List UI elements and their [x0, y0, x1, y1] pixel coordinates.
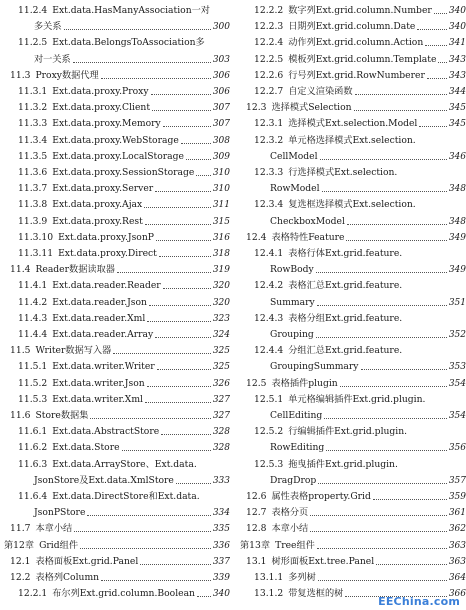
toc-entry-title: Ext.data.proxy.LocalStorage — [52, 150, 184, 162]
toc-entry-page: 346 — [448, 151, 466, 162]
toc-entry-page: 363 — [448, 540, 466, 551]
toc-entry-title: CheckboxModel — [270, 215, 345, 227]
toc-entry-title: Ext.data.Store — [52, 442, 120, 454]
toc-entry-number: 11.3 — [10, 69, 31, 81]
toc-entry-title: Ext.data.reader.Array — [52, 329, 154, 340]
toc-entry-number: 12.2 — [10, 572, 31, 583]
toc-entry-title: 表格插件plugin — [271, 377, 338, 389]
toc-entry-number: 11.4 — [10, 264, 31, 276]
dot-leader — [419, 125, 446, 127]
toc-entry — [18, 585, 230, 603]
toc-entry-page: 363 — [448, 556, 466, 567]
toc-entry-title: 自定义渲染函数 — [288, 86, 353, 97]
toc-entry-page: 310 — [212, 168, 230, 178]
dot-leader — [317, 547, 447, 549]
toc-entry-page: 357 — [448, 475, 466, 486]
toc-entry-number: 11.7 — [10, 523, 31, 535]
toc-entry-number: 13.1.1 — [254, 572, 284, 583]
toc-entry-title: 数字列Ext.grid.column.Number — [288, 5, 432, 16]
toc-entry-number: 12.5.1 — [254, 393, 284, 405]
toc-entry-number: 11.3.1 — [18, 86, 48, 97]
dot-leader — [155, 336, 211, 338]
dot-leader — [316, 271, 447, 273]
toc-entry-title: 表格特性Feature — [271, 231, 345, 243]
toc-entry-page: 344 — [448, 87, 466, 97]
toc-entry-page: 320 — [212, 297, 230, 308]
toc-entry-number: 11.3.5 — [18, 150, 48, 162]
dot-leader — [320, 158, 447, 160]
toc-entry-page: 345 — [448, 119, 466, 130]
toc-entry-page: 352 — [448, 330, 466, 340]
toc-entry-page: 341 — [448, 38, 466, 49]
dot-leader — [310, 530, 447, 532]
toc-entry-title: Summary — [270, 296, 315, 308]
toc-entry-title: Reader数据读取器 — [35, 264, 115, 276]
toc-entry-title: 分组汇总Ext.grid.feature. — [288, 345, 403, 357]
toc-entry-title: Ext.data.proxy.JsonP — [58, 231, 154, 243]
toc-entry-number: 11.5 — [10, 345, 31, 357]
toc-entry-title: RowEditing — [270, 442, 325, 454]
toc-entry-title: 复选框选择模式Ext.selection. — [288, 199, 416, 211]
toc-entry-number: 11.5.3 — [18, 393, 48, 405]
toc-entry-page: 316 — [212, 232, 230, 243]
dot-leader — [156, 239, 211, 241]
toc-entry-title: 多关系 — [34, 21, 62, 33]
toc-entry-number: 12.3.2 — [254, 134, 284, 146]
toc-entry-page: 349 — [448, 265, 466, 276]
toc-entry-title: 拖曳插件Ext.grid.plugin. — [288, 458, 398, 470]
dot-leader — [151, 93, 211, 95]
toc-entry-page: 359 — [448, 492, 466, 502]
toc-entry-number: 11.5.1 — [18, 361, 48, 373]
dot-leader — [318, 482, 447, 484]
toc-entry-number: 12.3.4 — [254, 199, 284, 211]
dot-leader — [310, 514, 447, 516]
dot-leader — [176, 482, 211, 484]
toc-entry-page: 345 — [448, 103, 466, 114]
toc-entry-title: 单元格编辑插件Ext.grid.plugin. — [288, 393, 426, 405]
toc-entry-title: Ext.data.proxy.Rest — [52, 215, 143, 227]
dot-leader — [64, 28, 211, 30]
dot-leader — [80, 547, 211, 549]
toc-entry-number: 11.4.1 — [18, 280, 48, 292]
dot-leader — [417, 28, 446, 30]
toc-entry-number: 11.6.4 — [18, 491, 48, 502]
toc-entry-number: 11.2.5 — [18, 37, 48, 49]
toc-entry-number: 11.3.6 — [18, 167, 48, 178]
toc-entry-number: 12.2.3 — [254, 21, 284, 33]
toc-entry-title: 对一关系 — [34, 53, 71, 65]
dot-leader — [145, 223, 211, 225]
dot-leader — [159, 255, 211, 257]
toc-entry-title: Writer数据写入器 — [35, 345, 112, 357]
toc-entry-number: 11.2.4 — [18, 5, 48, 16]
toc-entry-page: 364 — [448, 573, 466, 583]
toc-entry-page: 348 — [448, 216, 466, 227]
toc-entry-title: CellEditing — [270, 410, 323, 421]
toc-entry-title: 表格面板Ext.grid.Panel — [35, 555, 139, 567]
dot-leader — [354, 109, 447, 111]
toc-entry-title: Ext.data.DirectStore和Ext.data. — [52, 491, 200, 502]
toc-entry-number: 12.5.2 — [254, 426, 284, 438]
toc-entry-title: 日期列Ext.grid.column.Date — [288, 21, 416, 33]
toc-entry-page: 318 — [212, 249, 230, 259]
toc-entry-title: 行号列Ext.grid.RowNumberer — [288, 69, 425, 81]
toc-entry-title: 模板列Ext.grid.column.Template — [288, 53, 437, 65]
toc-entry-number: 11.6.2 — [18, 442, 48, 454]
toc-entry-page: 303 — [212, 54, 230, 65]
toc-entry-number: 11.4.4 — [18, 329, 48, 340]
toc-entry-title: Grouping — [270, 329, 314, 340]
toc-entry-title: 行编辑插件Ext.grid.plugin. — [288, 426, 408, 438]
dot-leader — [186, 158, 211, 160]
toc-entry-page: 349 — [448, 232, 466, 243]
toc-entry-number: 12.4.1 — [254, 248, 284, 259]
dot-leader — [427, 77, 447, 79]
toc-entry-number: 11.3.10 — [18, 231, 54, 243]
dot-leader — [181, 142, 211, 144]
dot-leader — [434, 12, 447, 14]
toc-entry-title: Ext.data.proxy.Client — [52, 102, 151, 114]
toc-entry-title: Ext.data.proxy.Direct — [58, 248, 157, 259]
toc-entry-page: 307 — [212, 119, 230, 130]
toc-entry-title: 树形面板Ext.tree.Panel — [271, 555, 375, 567]
toc-entry-title: 表格行体Ext.grid.feature. — [288, 248, 403, 259]
toc-entry-number: 12.5 — [246, 377, 267, 389]
toc-entry-page: 362 — [448, 524, 466, 535]
toc-entry-page: 336 — [212, 540, 230, 551]
toc-entry-number: 12.4.2 — [254, 280, 284, 292]
dot-leader — [73, 61, 211, 63]
toc-entry-title: 表格分组Ext.grid.feature. — [288, 312, 403, 324]
toc-entry-title: DragDrop — [270, 474, 317, 486]
dot-leader — [197, 595, 211, 597]
toc-entry-page: 325 — [212, 346, 230, 357]
toc-entry-title: Ext.data.ArrayStore、Ext.data. — [52, 458, 197, 470]
toc-entry-title: RowBody — [270, 264, 314, 276]
toc-entry-number: 11.3.3 — [18, 118, 48, 130]
toc-entry-title: 动作列Ext.grid.column.Action — [288, 37, 424, 49]
toc-entry-number: 12.4.4 — [254, 345, 284, 357]
toc-entry-page: 307 — [212, 103, 230, 114]
toc-entry-page: 309 — [212, 151, 230, 162]
toc-entry-page: 335 — [212, 524, 230, 535]
toc-entry-title: Ext.data.proxy.Server — [52, 183, 154, 195]
toc-entry-title: Ext.data.proxy.WebStorage — [52, 134, 179, 146]
toc-entry-title: RowModel — [270, 183, 320, 195]
toc-entry-title: 布尔列Ext.grid.column.Boolean — [52, 588, 195, 600]
toc-entry-page: 340 — [448, 22, 466, 33]
toc-entry-number: 13.1.2 — [254, 588, 284, 600]
dot-leader — [113, 352, 211, 354]
dot-leader — [318, 579, 447, 581]
dot-leader — [196, 174, 211, 176]
toc-entry-title: 表格列Column — [35, 572, 100, 583]
dot-leader — [163, 125, 211, 127]
dot-leader — [152, 109, 211, 111]
dot-leader — [346, 239, 446, 241]
toc-entry-title: Ext.data.HasManyAssociation一对 — [52, 5, 210, 16]
toc-entry-page: 328 — [212, 443, 230, 454]
toc-entry-title: 单元格选择模式Ext.selection. — [288, 134, 416, 146]
toc-entry-page: 337 — [212, 556, 230, 567]
toc-entry-title: 属性表格property.Grid — [271, 491, 371, 502]
toc-entry-number: 12.6 — [246, 491, 267, 502]
toc-entry-title: 本章小结 — [271, 523, 309, 535]
dot-leader — [376, 563, 447, 565]
toc-entry-title: CellModel — [270, 150, 318, 162]
toc-entry-page: 319 — [212, 265, 230, 276]
dot-leader — [317, 304, 447, 306]
dot-leader — [155, 190, 211, 192]
dot-leader — [101, 77, 211, 79]
dot-leader — [87, 514, 210, 516]
toc-entry-title: Ext.data.writer.Xml — [52, 393, 143, 405]
toc-entry-title: 行选择模式Ext.selection. — [288, 167, 398, 178]
toc-entry-page: 348 — [448, 184, 466, 195]
toc-entry-title: 本章小结 — [35, 523, 73, 535]
toc-entry-page: 340 — [212, 589, 230, 600]
dot-leader — [326, 449, 447, 451]
toc-entry-page: 339 — [212, 573, 230, 583]
toc-entry-number: 12.4 — [246, 231, 267, 243]
toc-entry-title: Ext.data.proxy.Proxy — [52, 86, 149, 97]
watermark-logo: EEChina.com — [378, 595, 460, 608]
toc-entry-page: 306 — [212, 87, 230, 97]
toc-entry-title: 带复选框的树 — [288, 588, 344, 600]
toc-entry-page: 310 — [212, 184, 230, 195]
toc-entry-number: 11.6.3 — [18, 458, 48, 470]
toc-entry-page: 300 — [212, 22, 230, 33]
toc-entry-number: 11.3.2 — [18, 102, 48, 114]
toc-entry-number: 12.3.3 — [254, 167, 284, 178]
dot-leader — [157, 368, 211, 370]
toc-entry-page: 354 — [448, 411, 466, 421]
toc-entry-page: 356 — [448, 443, 466, 454]
toc-entry-number: 12.3 — [246, 102, 267, 114]
dot-leader — [90, 417, 210, 419]
toc-entry-page: 327 — [212, 411, 230, 421]
toc-entry-page: 320 — [212, 281, 230, 292]
dot-leader — [340, 385, 447, 387]
toc-entry-number: 11.6.1 — [18, 426, 48, 438]
dot-leader — [316, 336, 447, 338]
toc-entry-page: 306 — [212, 70, 230, 81]
toc-entry-title: Grid组件 — [39, 539, 79, 551]
toc-entry-number: 12.1 — [10, 555, 31, 567]
toc-entry-page: 354 — [448, 378, 466, 389]
dot-leader — [438, 61, 446, 63]
toc-entry-page: 343 — [448, 54, 466, 65]
toc-entry-number: 12.2.4 — [254, 37, 284, 49]
toc-entry-title: Ext.data.proxy.Memory — [52, 118, 161, 130]
dot-leader — [161, 433, 211, 435]
toc-entry-title: 选择模式Selection — [271, 102, 352, 114]
toc-entry-page: 315 — [212, 216, 230, 227]
dot-leader — [347, 223, 447, 225]
toc-entry-number: 12.7 — [246, 507, 267, 519]
toc-entry-number: 11.3.7 — [18, 183, 48, 195]
toc-entry-number: 12.2.5 — [254, 53, 284, 65]
toc-entry-page: 340 — [448, 6, 466, 16]
toc-entry-number: 11.3.4 — [18, 134, 48, 146]
toc-entry-title: 表格汇总Ext.grid.feature. — [288, 280, 403, 292]
toc-entry-number: 12.2.1 — [18, 588, 48, 600]
toc-entry-title: Ext.data.reader.Xml — [52, 312, 146, 324]
toc-entry-number: 第12章 — [4, 539, 35, 551]
toc-entry-page: 361 — [448, 508, 466, 519]
toc-entry-page: 323 — [212, 313, 230, 324]
toc-entry-number: 12.4.3 — [254, 312, 284, 324]
toc-entry-title: Ext.data.BelongsToAssociation多 — [52, 37, 205, 49]
toc-entry-page: 343 — [448, 70, 466, 81]
toc-entry-title: Ext.data.reader.Reader — [52, 280, 161, 292]
toc-entry-page: 327 — [212, 394, 230, 405]
dot-leader — [361, 368, 447, 370]
dot-leader — [355, 93, 447, 95]
toc-entry-title: Ext.data.proxy.Ajax — [52, 199, 143, 211]
toc-entry-title: Ext.data.proxy.SessionStorage — [52, 167, 195, 178]
toc-entry-number: 11.3.9 — [18, 215, 48, 227]
toc-entry-number: 11.3.8 — [18, 199, 48, 211]
dot-leader — [117, 271, 211, 273]
toc-entry-page: 366 — [448, 589, 466, 600]
toc-entry-number: 12.5.3 — [254, 458, 284, 470]
toc-entry-page: 353 — [448, 362, 466, 373]
dot-leader — [147, 320, 211, 322]
toc-entry-title: Ext.data.writer.Json — [52, 377, 145, 389]
toc-entry-page: 324 — [212, 330, 230, 340]
toc-entry-number: 第13章 — [240, 539, 271, 551]
toc-entry-title: 多列树 — [288, 572, 316, 583]
toc-entry-page: 325 — [212, 362, 230, 373]
toc-entry-title: Proxy数据代理 — [35, 69, 99, 81]
toc-entry-title: Ext.data.AbstractStore — [52, 426, 160, 438]
toc-entry-page: 351 — [448, 297, 466, 308]
toc-entry-number: 11.4.2 — [18, 296, 48, 308]
dot-leader — [373, 498, 447, 500]
toc-entry-title: 表格分页 — [271, 507, 309, 519]
toc-entry-page: 311 — [212, 200, 230, 211]
toc-entry-title: 选择模式Ext.selection.Model — [288, 118, 418, 130]
toc-entry-title: Ext.data.reader.Json — [52, 296, 147, 308]
toc-entry-title: JsonPStore — [34, 507, 86, 519]
dot-leader — [149, 304, 211, 306]
toc-entry-number: 11.3.11 — [18, 248, 54, 259]
toc-entry-title: GroupingSummary — [270, 361, 359, 373]
toc-entry-title: Ext.data.writer.Writer — [52, 361, 155, 373]
dot-leader — [122, 449, 211, 451]
dot-leader — [147, 385, 211, 387]
toc-entry-number: 12.2.6 — [254, 69, 284, 81]
dot-leader — [425, 44, 447, 46]
toc-entry-title: Tree组件 — [275, 539, 315, 551]
dot-leader — [145, 401, 211, 403]
toc-entry-title: JsonStore及Ext.data.XmlStore — [34, 474, 174, 486]
toc-entry-number: 11.6 — [10, 410, 31, 421]
toc-entry-page: 308 — [212, 135, 230, 146]
toc-entry-number: 12.2.7 — [254, 86, 284, 97]
toc-entry-page: 333 — [212, 475, 230, 486]
dot-leader — [74, 530, 211, 532]
toc-entry-page: 334 — [212, 508, 230, 519]
toc-entry-number: 11.5.2 — [18, 377, 48, 389]
toc-entry-page: 326 — [212, 378, 230, 389]
toc-entry-number: 12.2.2 — [254, 5, 284, 16]
toc-entry-number: 12.8 — [246, 523, 267, 535]
dot-leader — [101, 579, 211, 581]
toc-entry-number: 13.1 — [246, 555, 267, 567]
dot-leader — [324, 417, 447, 419]
dot-leader — [140, 563, 211, 565]
dot-leader — [163, 287, 211, 289]
dot-leader — [322, 190, 447, 192]
toc-entry-number: 11.4.3 — [18, 312, 48, 324]
toc-entry-page: 328 — [212, 427, 230, 438]
dot-leader — [144, 206, 211, 208]
toc-entry-number: 12.3.1 — [254, 118, 284, 130]
toc-entry-title: Store数据集 — [35, 410, 89, 421]
